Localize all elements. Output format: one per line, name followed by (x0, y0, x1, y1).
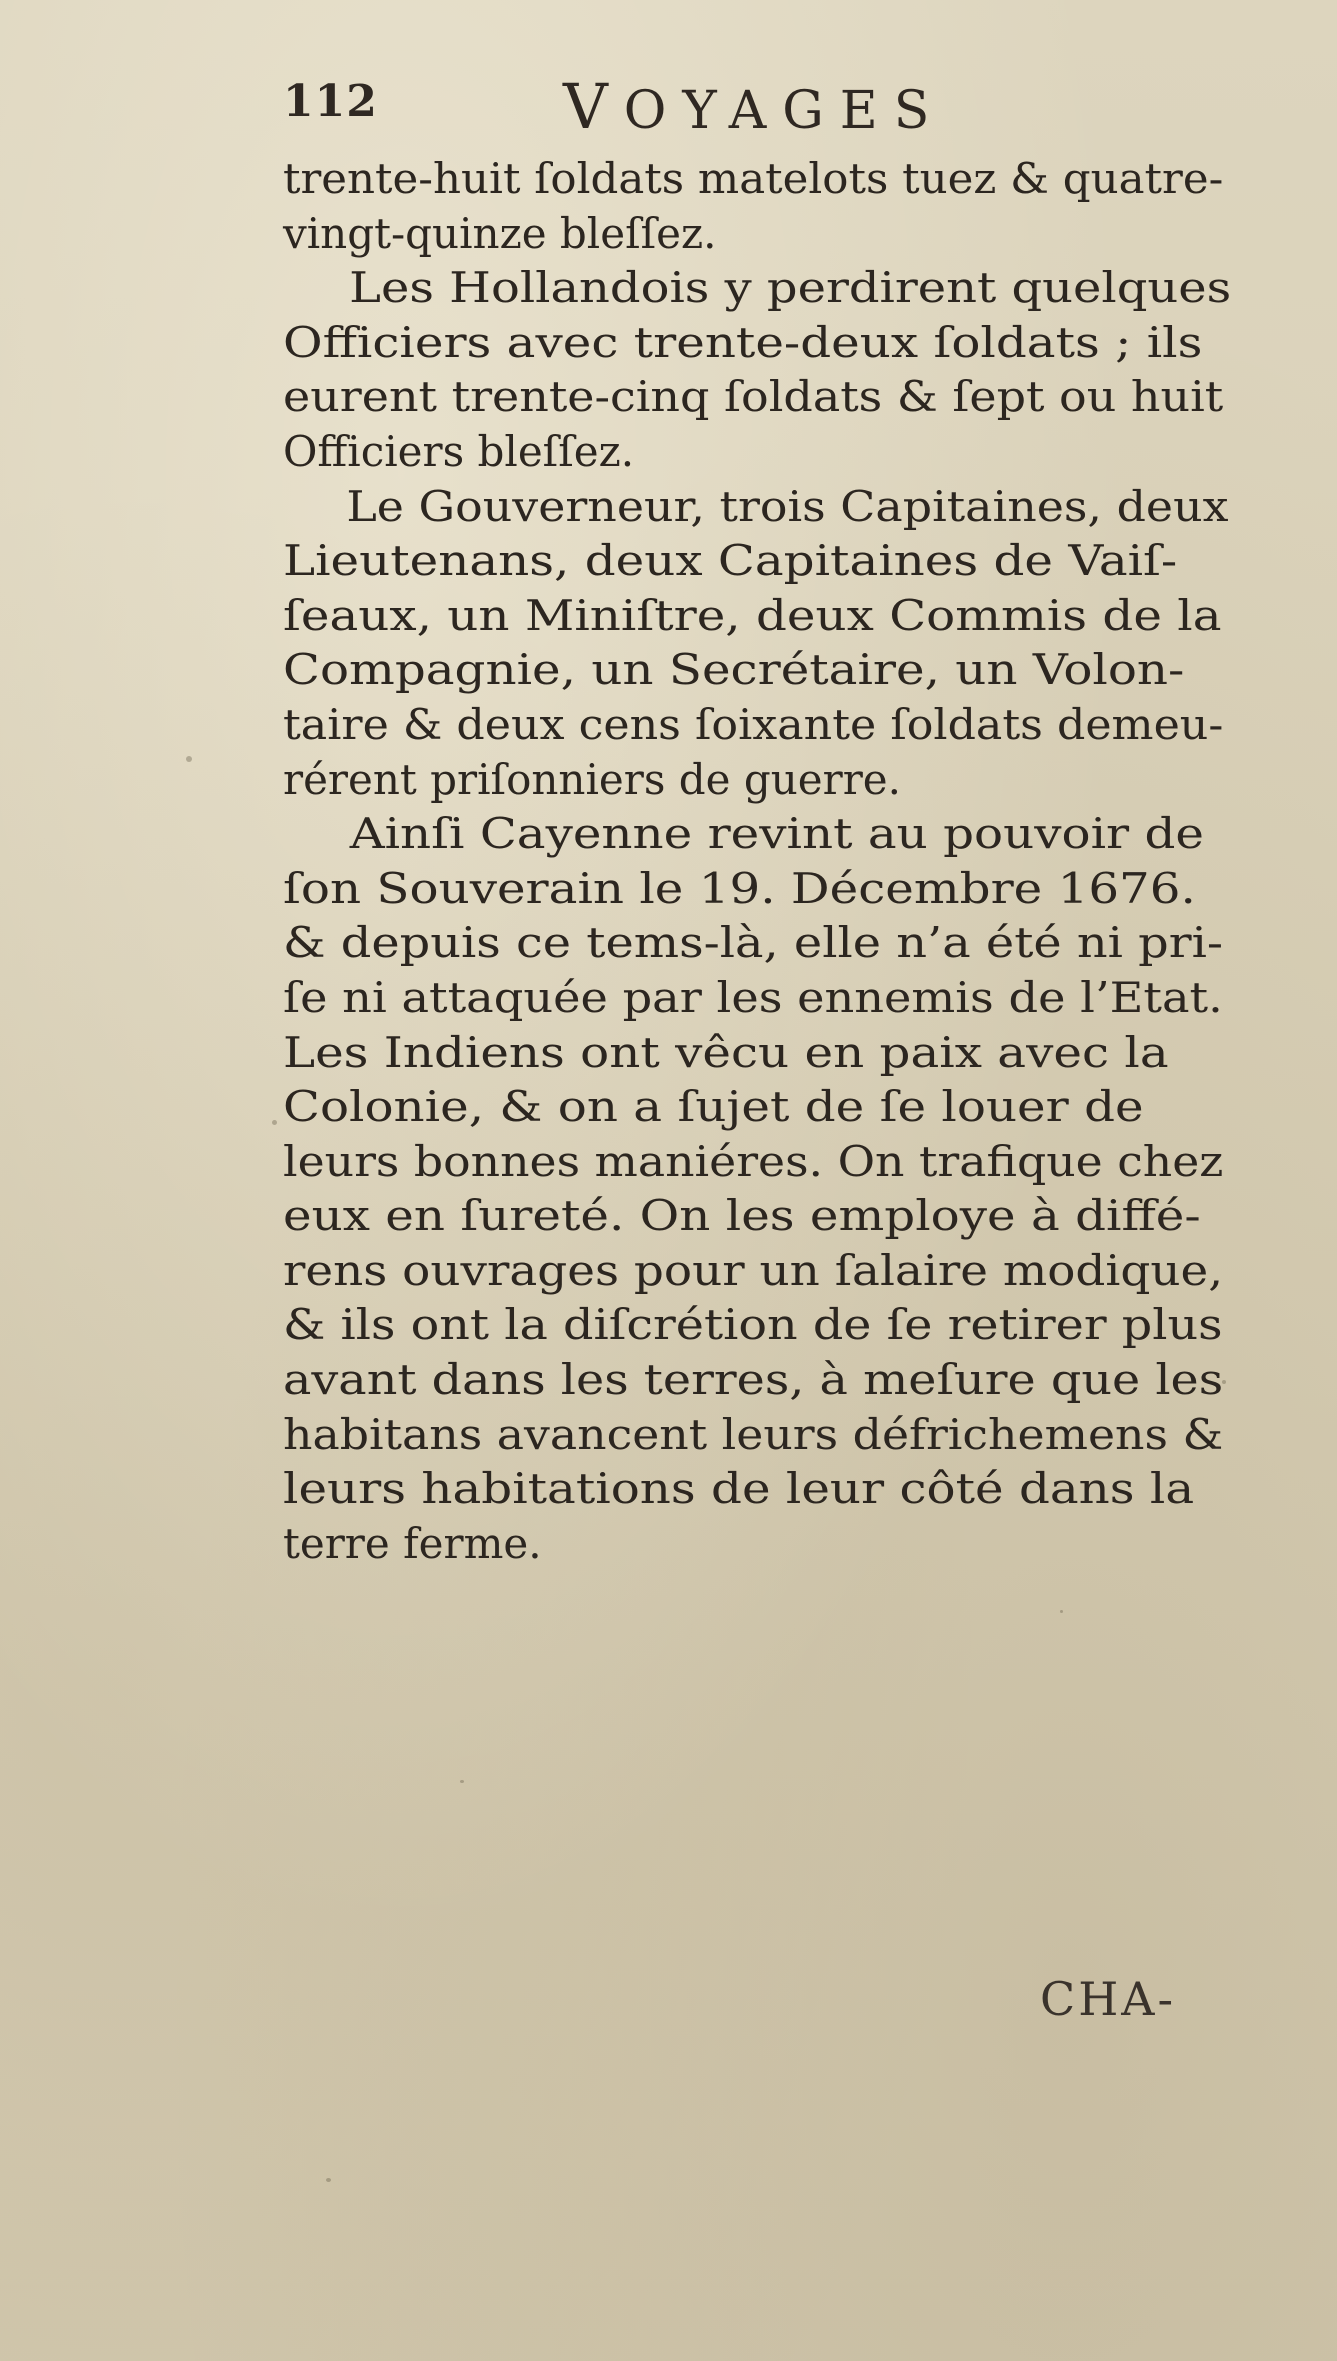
paper-speck (272, 1120, 277, 1125)
running-head-rest: OYAGES (623, 81, 946, 141)
text-line: leurs habitations de leur côté dans la (283, 1464, 1195, 1514)
text-line: Officiers bleſſez. (283, 426, 635, 476)
text-line: avant dans les terres, à meſure que les (283, 1355, 1224, 1405)
text-line: rens ouvrages pour un ſalaire modique, (283, 1245, 1224, 1295)
paper-speck (326, 2178, 331, 2182)
text-line: habitans avancent leurs défrichemens & (283, 1409, 1224, 1459)
body-text (283, 152, 1232, 1571)
paper-speck (1060, 1610, 1063, 1613)
text-line: ſon Souverain le 19. Décembre 1676. (283, 863, 1196, 913)
page-header (283, 70, 983, 143)
text-line: leurs bonnes maniéres. On trafique chez (283, 1136, 1224, 1186)
paper-speck (1222, 1380, 1226, 1384)
text-line: Lieutenans, deux Capitaines de Vaiſ- (283, 536, 1178, 586)
text-line: ſe ni attaquée par les ennemis de l’Etat. (283, 972, 1223, 1022)
text-line: & depuis ce tems-là, elle n’a été ni pri- (283, 918, 1224, 968)
text-line: rérent priſonniers de guerre. (283, 754, 901, 804)
text-line: Colonie, & on a ſujet de ſe louer de (283, 1082, 1144, 1132)
text-line: trente-huit ſoldats matelots tuez & quatre- (283, 154, 1224, 203)
text-line: ſeaux, un Miniſtre, deux Commis de la (283, 590, 1222, 640)
catchword: CHA- (1040, 1972, 1177, 2026)
text-line: Ainſi Cayenne revint au pouvoir de (349, 809, 1204, 859)
text-line: Compagnie, un Secrétaire, un Volon- (283, 645, 1185, 695)
page-number: 112 (283, 76, 378, 127)
text-line: eurent trente-cinq ſoldats & ſept ou huit (283, 372, 1224, 422)
running-head-initial: V (563, 70, 624, 143)
text-line: Le Gouverneur, trois Capitaines, deux (346, 481, 1229, 531)
paper-speck (460, 1780, 464, 1783)
running-head (563, 70, 945, 143)
paper-speck (186, 756, 192, 762)
text-line: eux en ſureté. On les employe à diffé- (283, 1191, 1201, 1241)
text-line: Officiers avec trente-deux ſoldats ; ils (283, 317, 1203, 367)
text-line: terre ferme. (283, 1518, 542, 1568)
text-line: & ils ont la diſcrétion de ſe retirer plus (283, 1300, 1223, 1350)
text-line: taire & deux cens ſoixante ſoldats demeu- (283, 699, 1224, 749)
text-line: vingt-quinze bleſſez. (283, 208, 717, 258)
text-line: Les Hollandois y perdirent quelques (349, 263, 1232, 313)
text-line: Les Indiens ont vêcu en paix avec la (283, 1027, 1169, 1077)
